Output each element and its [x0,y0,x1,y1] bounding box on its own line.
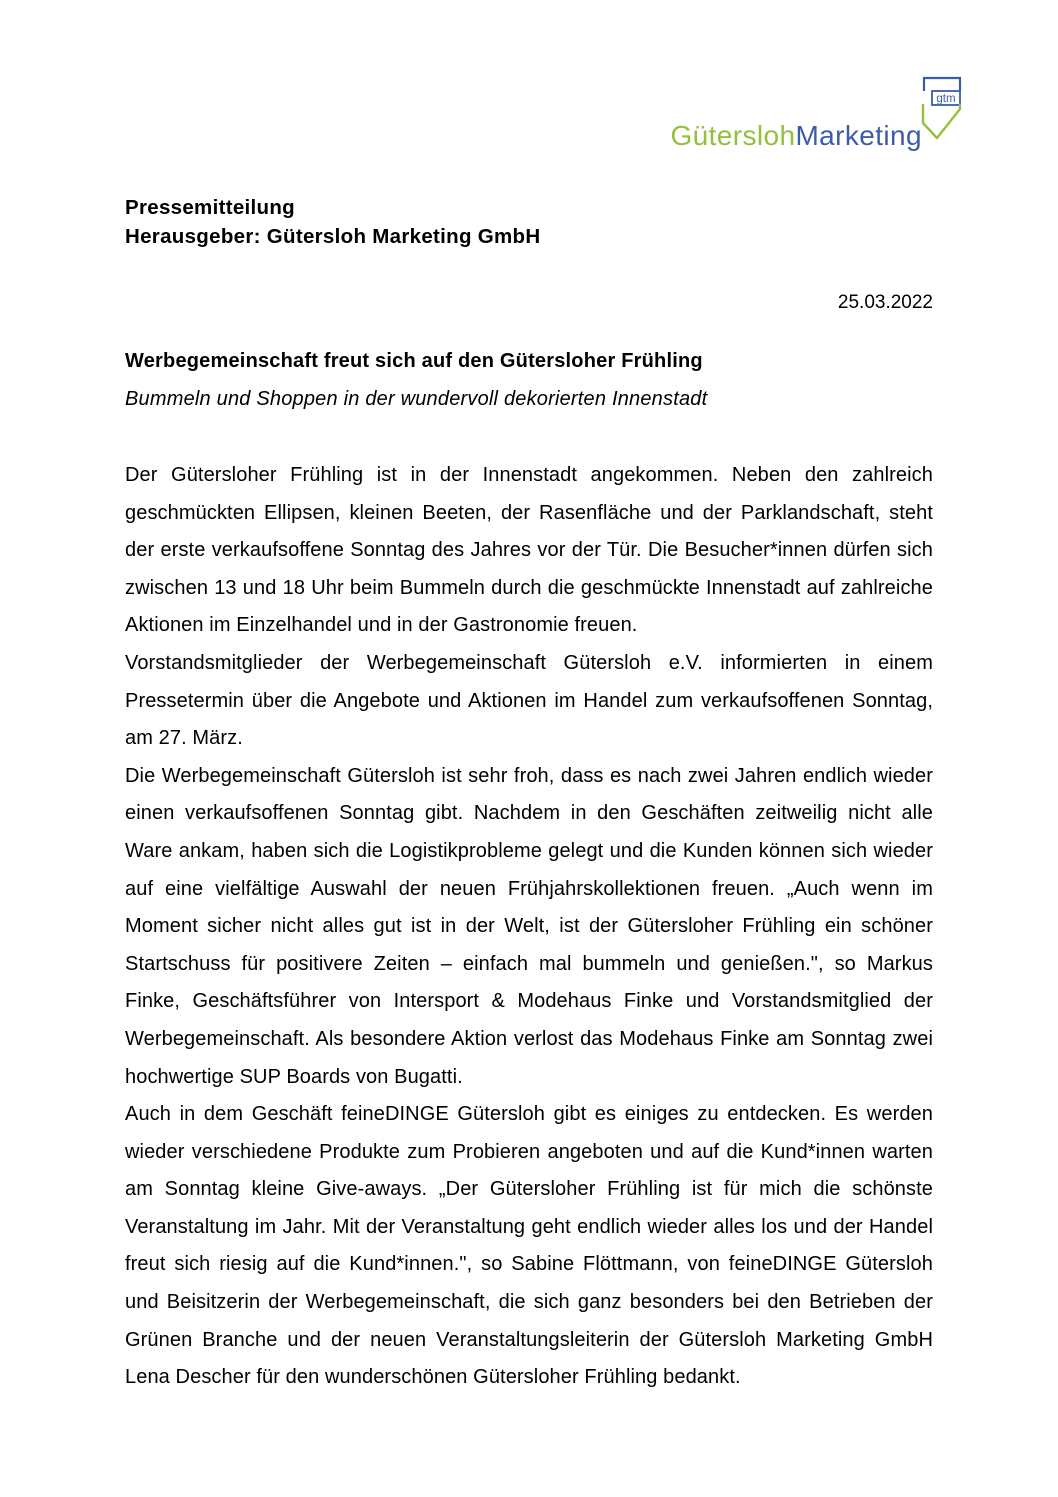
logo-text-marketing: Marketing [795,120,922,151]
article-body [125,457,933,1397]
document-content [125,0,933,1397]
paragraph-4: Auch in dem Geschäft feineDINGE Gütersloh gibt es einiges zu entdecken. Es werden wieder verschiedene Produkte zum Probieren angeboten und auf die Kund*innen warten am Sonntag kleine Give-aways. „Der Gütersloher Frühling ist für mich die schönste Veranstaltung im Jahr. Mit der Veranstaltung geht endlich wieder alles los und der Handel freut sich riesig auf die Kund*innen.", so Sabine Flöttmann, von feineDINGE Gütersloh und Beisitzerin der Werbegemeinschaft, die sich ganz besonders bei den Betrieben der Grünen Branche und der neuen Veranstaltungsleiterin der Gütersloh Marketing GmbH Lena Descher für den wunderschönen Gütersloher Frühling bedankt. [125,1103,933,1389]
article-title: Werbegemeinschaft freut sich auf den Gütersloher Frühling [125,350,703,372]
paragraph-3: Die Werbegemeinschaft Gütersloh ist sehr froh, dass es nach zwei Jahren endlich wieder einen verkaufsoffenen Sonntag gibt. Nachdem in den Geschäften zeitweilig nicht alle Ware ankam, haben sich die Logistikprobleme gelegt und die Kunden können sich wieder auf eine vielfältige Auswahl der neuen Frühjahrskollektionen freuen. „Auch wenn im Moment sicher nicht alles gut ist in der Welt, ist der Gütersloher Frühling ein schöner Startschuss für positivere Zeiten – einfach mal bummeln und genießen.", so Markus Finke, Geschäftsführer von Intersport & Modehaus Finke und Vorstandsmitglied der Werbegemeinschaft. Als besondere Aktion verlost das Modehaus Finke am Sonntag zwei hochwertige SUP Boards von Bugatti. [125,764,933,1088]
press-header-line2: Herausgeber: Gütersloh Marketing GmbH [125,225,541,248]
document-header [125,193,933,251]
date-text: 25.03.2022 [837,292,933,313]
paragraph-2: Vorstandsmitglieder der Werbegemeinschaft Gütersloh e.V. informierten in einem Pressetermin über die Angebote und Aktionen im Handel zum verkaufsoffenen Sonntag, am 27. März. [125,651,933,750]
gtm-bubble-label: gtm [936,93,956,105]
article-subtitle: Bummeln und Shoppen in der wundervoll dekorierten Innenstadt [125,388,708,410]
paragraph-1: Der Gütersloher Frühling ist in der Innenstadt angekommen. Neben den zahlreich geschmückten Ellipsen, kleinen Beeten, der Rasenfläche und der Parklandschaft, steht der erste verkaufsoffene Sonntag des Jahres vor der Tür. Die Besucher*innen dürfen sich zwischen 13 und 18 Uhr beim Bummeln durch die geschmückte Innenstadt auf zahlreiche Aktionen im Einzelhandel und in der Gastronomie freuen. [125,464,933,637]
press-header-line1: Pressemitteilung [125,196,295,219]
logo-text-guetersloh: Gütersloh [670,120,796,151]
